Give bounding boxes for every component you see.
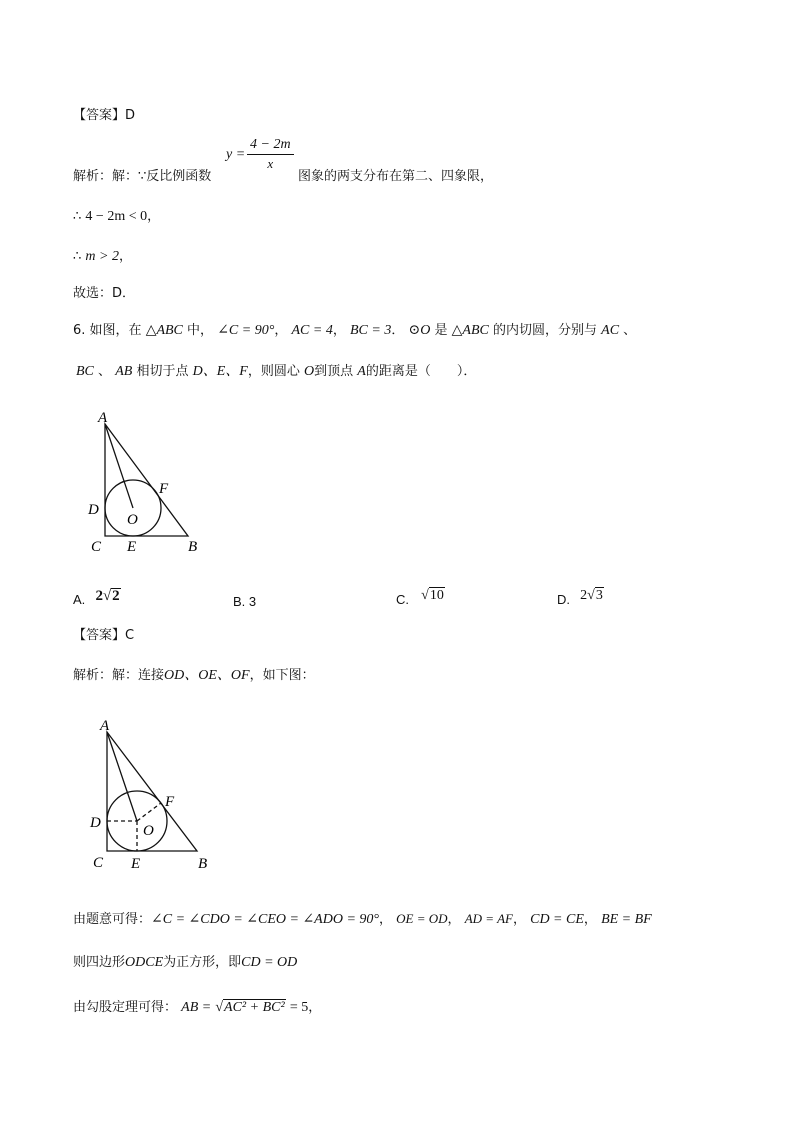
punct: 、 — [98, 364, 112, 379]
square-prefix: 则四边形 — [73, 955, 126, 970]
step-1 — [73, 205, 160, 225]
label-c: C — [91, 539, 102, 555]
option-c-radicand: 10 — [429, 588, 444, 603]
square-mid: 为正方形，即 — [163, 955, 242, 970]
label-d: D — [88, 502, 99, 518]
option-a-coef: 2 — [95, 588, 103, 604]
side-ac: AC — [601, 323, 620, 338]
option-b: B. 3 — [233, 594, 257, 609]
question-text: ，则圆心 — [247, 364, 300, 379]
punct: ， — [308, 1000, 322, 1015]
step-2 — [73, 245, 132, 265]
option-c-label: C. — [396, 592, 409, 607]
therefore-symbol: ∴ — [73, 209, 82, 224]
question-text: 的距离是（ ）． — [365, 364, 477, 379]
label-a: A — [98, 410, 108, 426]
label-e: E — [127, 539, 137, 555]
question-text: 的内切圆，分别与 — [492, 323, 597, 338]
label-c: C — [93, 855, 104, 871]
label-b: B — [198, 856, 208, 872]
fraction-denominator: x — [267, 156, 274, 171]
punct: ． — [391, 323, 405, 338]
function-y: y = — [226, 147, 246, 162]
pythag-result: = 5 — [289, 1000, 309, 1015]
triangle-abc: △ABC — [451, 323, 489, 338]
inequality-2: m > 2 — [85, 249, 119, 264]
label-e: E — [131, 856, 141, 872]
tangent-points: D、E、F — [192, 364, 248, 379]
pythag-prefix: 由勾股定理可得： — [73, 1000, 178, 1015]
option-c: C. √10 — [396, 588, 444, 607]
square-line — [73, 951, 297, 971]
side-bc: BC — [76, 364, 94, 379]
answer-line-2: 【答案】C — [73, 628, 135, 643]
option-a-radicand: 2 — [112, 588, 120, 604]
choose-line: 故选：D． — [73, 286, 136, 301]
triangle-shape — [105, 424, 188, 536]
function-fraction — [247, 137, 294, 173]
oe-equals-od: OE = OD — [396, 911, 448, 926]
cd-equals-ce: CD = CE — [530, 912, 584, 927]
punct: ， — [379, 912, 393, 927]
cd-equals-od: CD = OD — [241, 955, 298, 970]
segment-ao — [105, 424, 133, 508]
option-d-coef: 2 — [580, 588, 588, 603]
question-text: 中， — [187, 323, 214, 338]
pythag-radicand: AC² + BC² — [224, 1000, 285, 1015]
question-text: 6. 如图，在 — [73, 323, 142, 338]
deduce-line — [73, 908, 652, 928]
ab-equals: AB = — [181, 1000, 212, 1015]
therefore-symbol: ∴ — [73, 249, 82, 264]
punct: ， — [274, 323, 288, 338]
analysis-2 — [73, 664, 315, 684]
question-text: 相切于点 — [136, 364, 189, 379]
vertex-a: A — [357, 364, 366, 379]
deduce-prefix: 由题意可得： — [73, 912, 152, 927]
step-2-tail: ， — [118, 249, 132, 264]
option-d-label: D. — [557, 592, 570, 607]
label-o: O — [143, 823, 154, 839]
question-line-2 — [76, 360, 476, 380]
angle-c: ∠C = 90° — [217, 323, 275, 338]
segments-od-oe-of: OD、OE、OF — [164, 668, 250, 683]
side-ab: AB — [115, 364, 133, 379]
label-o: O — [127, 512, 138, 528]
label-f: F — [159, 481, 169, 497]
punct: 、 — [623, 323, 637, 338]
segment-ao — [107, 732, 137, 821]
angle-equalities: ∠C = ∠CDO = ∠CEO = ∠ADO = 90° — [151, 912, 379, 927]
label-b: B — [188, 539, 198, 555]
center-o: O — [303, 364, 315, 379]
punct: ， — [583, 912, 597, 927]
punct: ， — [447, 912, 461, 927]
analysis-suffix: 图象的两支分布在第二、四象限， — [298, 169, 494, 184]
figure-incircle-1 — [80, 405, 210, 560]
question-text: 到顶点 — [314, 364, 354, 379]
figure-incircle-2 — [83, 712, 218, 877]
step-1-tail: ， — [147, 209, 161, 224]
inequality-1: 4 − 2m < 0 — [85, 209, 148, 224]
side-ac: AC = 4 — [291, 323, 333, 338]
label-a: A — [100, 718, 110, 734]
option-a: A. 2√2 — [73, 588, 120, 607]
question-text: 是 — [434, 323, 448, 338]
label-d: D — [90, 815, 101, 831]
label-f: F — [165, 794, 175, 810]
option-d: D. 2√3 — [557, 588, 603, 607]
be-equals-bf: BE = BF — [601, 912, 652, 927]
analysis-2-suffix: ，如下图： — [249, 668, 315, 683]
triangle-abc: △ABC — [145, 323, 183, 338]
quad-odce: ODCE — [125, 955, 164, 970]
answer-line-1: 【答案】D — [73, 108, 136, 123]
circle-o: ⊙O — [408, 323, 431, 338]
side-bc: BC = 3 — [349, 323, 392, 338]
punct: ， — [332, 323, 346, 338]
pythag-line: 由勾股定理可得： AB = √AC² + BC² = 5， — [73, 1000, 322, 1015]
ad-equals-af: AD = AF — [464, 911, 513, 926]
option-a-label: A. — [73, 592, 86, 607]
analysis-2-prefix: 解析：解：连接 — [73, 668, 165, 683]
punct: ， — [512, 912, 526, 927]
segment-of — [137, 803, 161, 821]
option-d-radicand: 3 — [595, 588, 603, 603]
question-line-1 — [73, 319, 636, 339]
fraction-numerator: 4 − 2m — [247, 137, 294, 155]
analysis-prefix: 解析：解：∵反比例函数 — [73, 169, 212, 184]
